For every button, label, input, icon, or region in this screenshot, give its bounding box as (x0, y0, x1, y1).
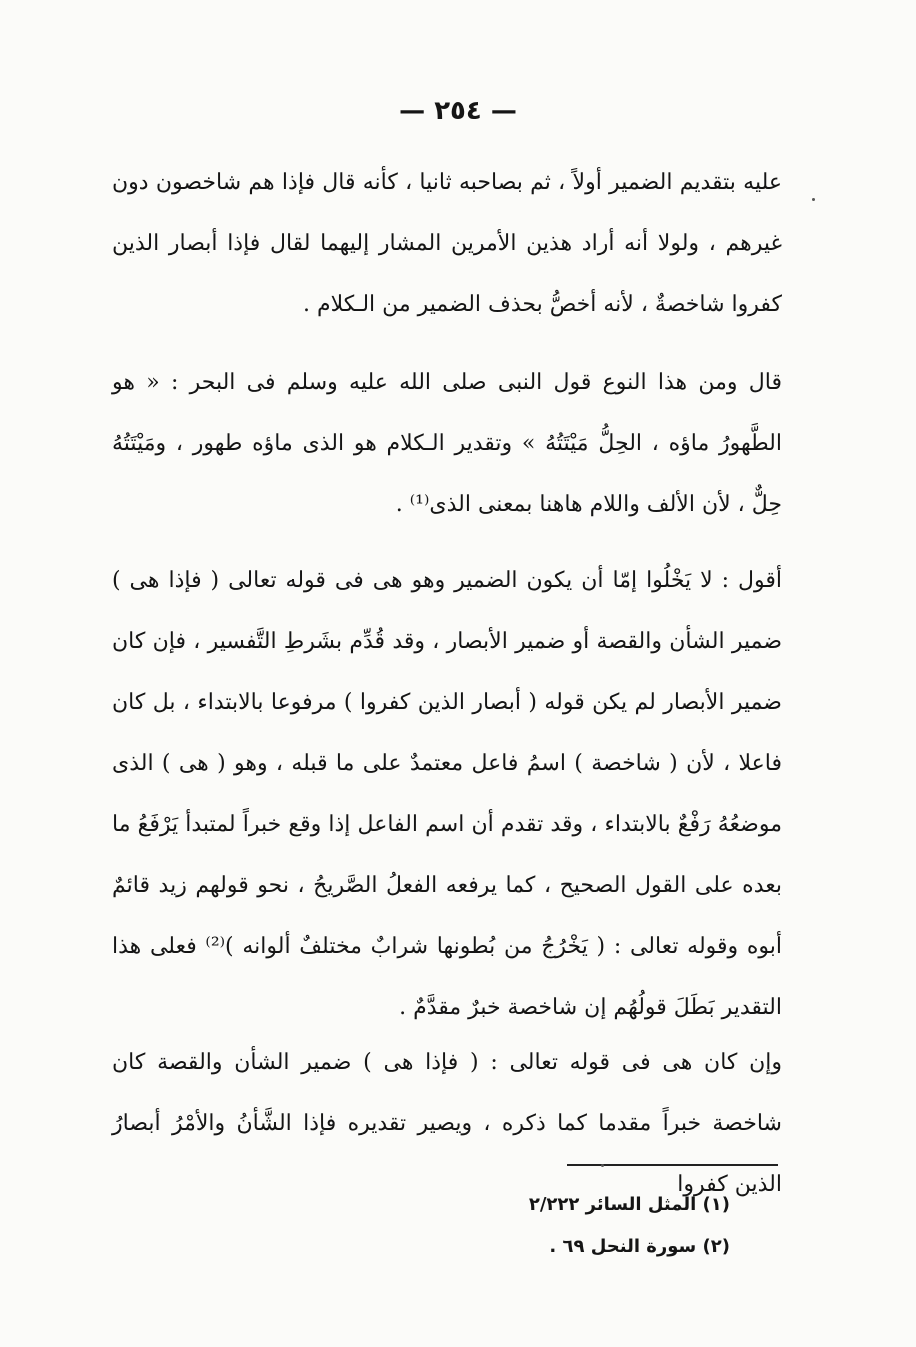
footnote-separator (567, 1164, 778, 1166)
speck-mark (812, 198, 815, 201)
page-number: — ٢٥٤ — (399, 96, 517, 126)
footnote-2: (٢) سورة النحل ٦٩ . (549, 1236, 730, 1257)
paragraph-4: وإن كان هى فى قوله تعالى : ( فإذا هى ) ضمير الشأن والقصة كان شاخصة خبراً مقدما كما ذكره ، ويصير تقديره فإذا الشَّأنُ والأمْرُ أبصارُ الذين كفروا (112, 1050, 782, 1197)
paragraph-2: قال ومن هذا النوع قول النبى صلى الله عليه وسلم فى البحر : « هو الطَّهورُ ماؤه ، الحِلُّ مَيْتَتُهُ » وتقدير الـكلام هو الذى ماؤه طهور ، ومَيْتَتُهُ حِلٌّ ، لأن الألف واللام هاهنا بمعنى الذى⁽¹⁾ . (112, 370, 782, 517)
paragraph-1: عليه بتقديم الضمير أولاً ، ثم بصاحبه ثانيا ، كأنه قال فإذا هم شاخصون دون غيرهم ، ولولا أنه أراد هذين الأمرين المشار إليهما لقال فإذا أبصار الذين كفروا شاخصةٌ ، لأنه أخصُّ بحذف الضمير من الـكلام . (112, 170, 782, 317)
speck-mark (601, 1164, 604, 1167)
paragraph-3: أقول : لا يَخْلُوا إمّا أن يكون الضمير وهو هى فى قوله تعالى ( فإذا هى ) ضمير الشأن والقصة أو ضمير الأبصار ، وقد قُدِّم بشَرطِ التَّفسير ، فإن كان ضمير الأبصار لم يكن قوله ( أبصار الذين كفروا ) مرفوعا بالابتداء ، بل كان فاعلا ، لأن ( شاخصة ) اسمُ فاعل معتمدٌ على ما قبله ، وهو ( هى ) الذى موضعُهُ رَفْعٌ بالابتداء ، وقد تقدم أن اسم الفاعل إذا وقع خبراً لمتبدأ يَرْفَعُ ما بعده على القول الصحيح ، كما يرفعه الفعلُ الصَّريحُ ، نحو قولهم زيد قائمٌ أبوه وقوله تعالى : ( يَخْرُجُ من بُطونها شرابٌ مختلفٌ ألوانه )⁽²⁾ فعلى هذا التقدير بَطَلَ قولُهُم إن شاخصة خبرٌ مقدَّمٌ . (112, 568, 782, 1020)
footnote-1: (١) المثل السائر ٢/٢٢٢ (528, 1194, 730, 1215)
